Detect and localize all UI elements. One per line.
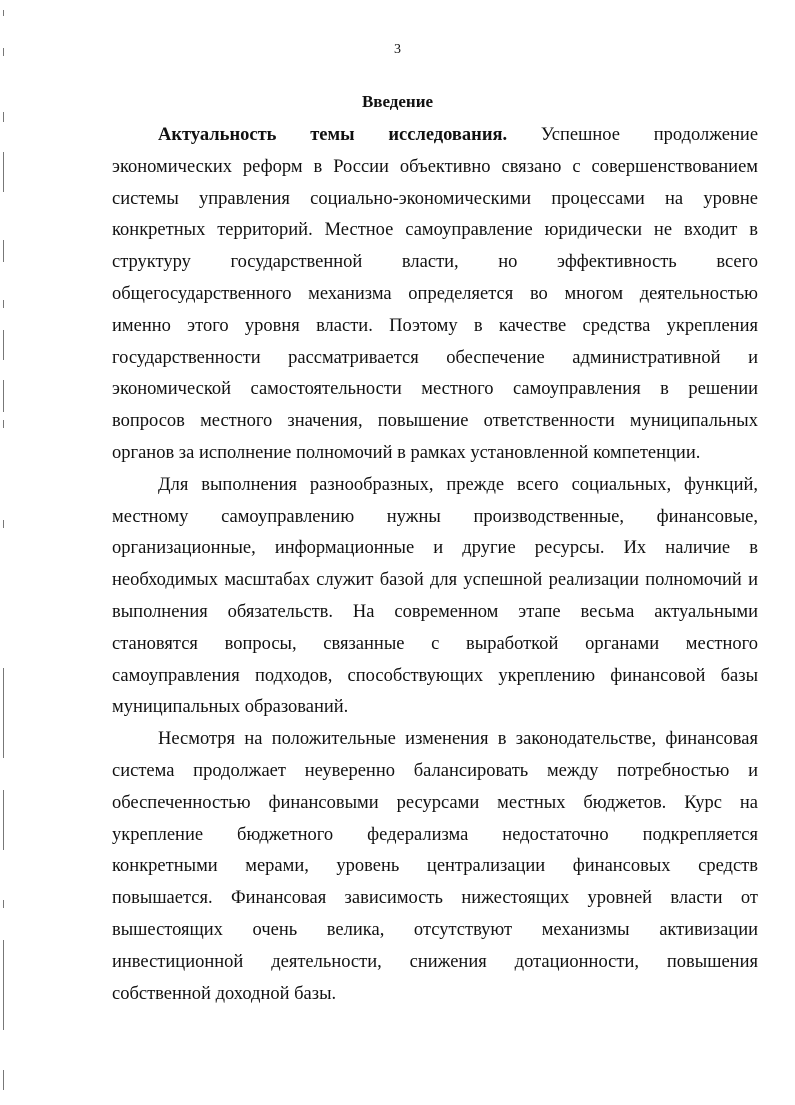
text-line: вопросов местного значения, повышение ответственности муниципальных bbox=[112, 411, 758, 432]
text-line: органов за исполнение полномочий в рамках установленной компетенции. bbox=[112, 442, 701, 463]
lead-word: Актуальность bbox=[158, 125, 277, 145]
text-line: Для выполнения разнообразных, прежде всего социальных, функций, bbox=[158, 474, 758, 495]
text-line: инвестиционной деятельности, снижения дотационности, повышения bbox=[112, 951, 758, 972]
text-line: выполнения обязательств. На современном этапе весьма актуальными bbox=[112, 601, 758, 622]
paragraph-finance-system bbox=[112, 724, 758, 1010]
text-line: укрепление бюджетного федерализма недостаточно подкрепляется bbox=[112, 824, 758, 845]
text-line: организационные, информационные и другие ресурсы. Их наличие в bbox=[112, 538, 758, 559]
text-line: повышается. Финансовая зависимость нижестоящих уровней власти от bbox=[112, 888, 758, 909]
text-line: обеспеченностью финансовыми ресурсами местных бюджетов. Курс на bbox=[112, 792, 758, 813]
lead-word: темы bbox=[310, 125, 355, 145]
text-line: система продолжает неуверенно балансировать между потребностью и bbox=[112, 760, 758, 781]
paragraph-relevance bbox=[112, 120, 758, 470]
body-text bbox=[112, 120, 758, 1010]
text-line: экономических реформ в России объективно связано с совершенствованием bbox=[112, 156, 758, 177]
text-line: муниципальных образований. bbox=[112, 697, 349, 718]
paragraph-first-line bbox=[112, 120, 758, 152]
text-word: продолжение bbox=[653, 125, 759, 145]
text-line: вышестоящих очень велика, отсутствуют механизмы активизации bbox=[112, 919, 758, 940]
text-line: собственной доходной базы. bbox=[112, 983, 337, 1004]
text-line: экономической самостоятельности местного самоуправления в решении bbox=[112, 379, 758, 400]
text-line: конкретными мерами, уровень централизации финансовых средств bbox=[112, 856, 758, 877]
text-line: местному самоуправлению нужны производственные, финансовые, bbox=[112, 506, 758, 527]
text-line: общегосударственного механизма определяется во многом деятельностью bbox=[112, 283, 758, 304]
text-line: становятся вопросы, связанные с выработкой органами местного bbox=[112, 633, 758, 654]
section-title: Введение bbox=[361, 92, 434, 111]
lead-word: исследования. bbox=[388, 125, 508, 145]
text-line: Несмотря на положительные изменения в законодательстве, финансовая bbox=[158, 729, 758, 750]
text-line: необходимых масштабах служит базой для успешной реализации полномочий и bbox=[112, 570, 758, 591]
text-line: структуру государственной власти, но эффективность всего bbox=[112, 252, 758, 273]
text-line: государственности рассматривается обеспечение административной и bbox=[112, 347, 758, 368]
page-number: 3 bbox=[394, 42, 401, 57]
text-word: Успешное bbox=[540, 125, 620, 145]
text-line: именно этого уровня власти. Поэтому в качестве средства укрепления bbox=[112, 315, 758, 336]
paragraph-resources bbox=[112, 470, 758, 724]
scan-margin-artifacts bbox=[0, 0, 14, 1105]
text-line: самоуправления подходов, способствующих укреплению финансовой базы bbox=[112, 665, 758, 686]
text-line: системы управления социально-экономическими процессами на уровне bbox=[112, 188, 758, 209]
text-line: конкретных территорий. Местное самоуправление юридически не входит в bbox=[112, 220, 758, 241]
